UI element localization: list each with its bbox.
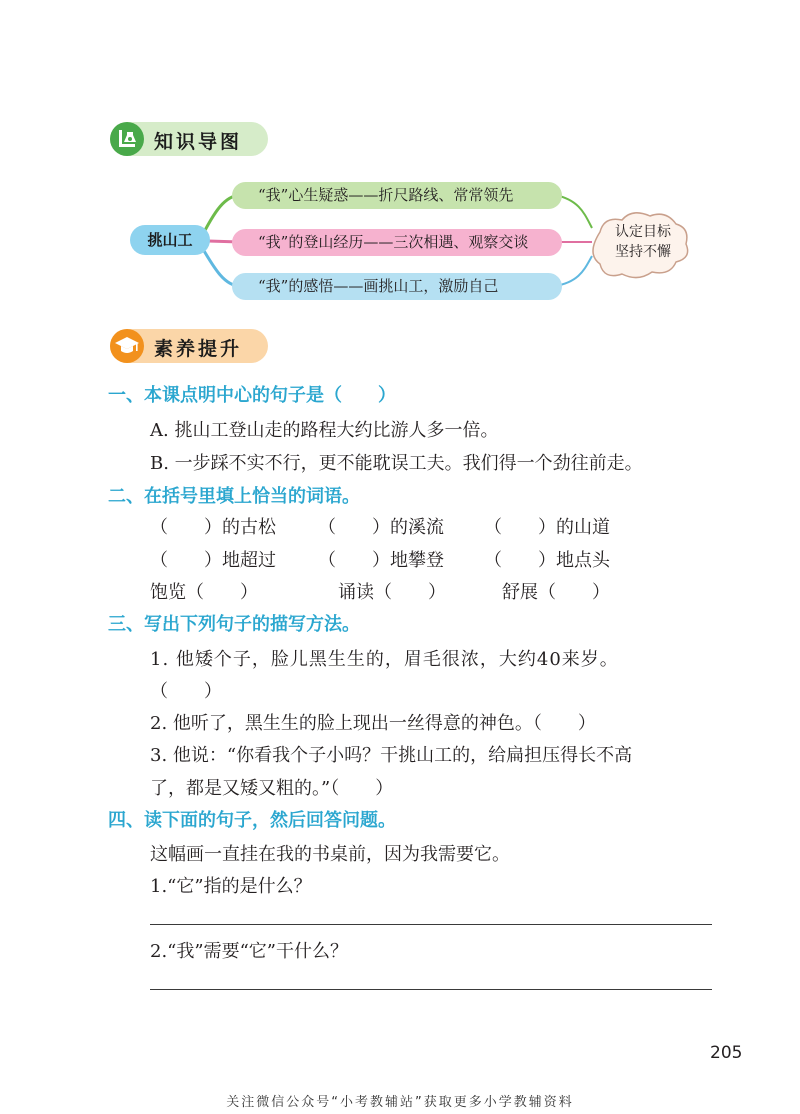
fill-blank[interactable]: 舒展（ ） [502,582,610,603]
option-a: A. 挑山工登山走的路程大约比游人多一倍。 [150,420,499,441]
footer-note: 关注微信公众号“小考教辅站”获取更多小学教辅资料 [226,1095,574,1110]
sentence-item: 2. 他听了，黑生生的脸上现出一丝得意的神色。（ ） [150,713,596,734]
question-title: 三、写出下列句子的描写方法。 [108,614,360,635]
fill-blank[interactable]: （ ）的古松 [150,517,276,538]
section-title: 素养提升 [154,338,243,360]
section-header-skill-improvement [110,329,268,363]
fill-blank[interactable]: （ ）地攀登 [318,550,444,571]
fill-blank[interactable]: 诵读（ ） [338,582,446,603]
mindmap-root: 挑山工 [130,225,210,255]
mindmap-summary [600,222,686,262]
answer-blank[interactable]: （ ） [150,681,222,702]
summary-line: 坚持不懈 [615,244,671,260]
reading-sentence: 这幅画一直挂在我的书桌前，因为我需要它。 [150,844,510,865]
sentence-item: 了，都是又矮又粗的。”（ ） [150,778,394,799]
sub-question: 1.“它”指的是什么？ [150,876,312,897]
sentence-item: 1. 他矮个子，脸儿黑生生的，眉毛很浓，大约40来岁。 [150,649,619,670]
mindmap-branch: “我”的登山经历——三次相遇、观察交谈 [232,229,562,256]
sentence-item: 3. 他说：“你看我个子小吗？干挑山工的，给扁担压得长不高 [150,745,633,766]
graduation-cap-icon [110,329,144,363]
answer-line[interactable] [150,989,712,990]
answer-line[interactable] [150,924,712,925]
sub-question: 2.“我”需要“它”干什么？ [150,941,348,962]
summary-line: 认定目标 [615,224,671,240]
question-title: 一、本课点明中心的句子是（ ） [108,385,396,406]
question-title: 四、读下面的句子，然后回答问题。 [108,810,396,831]
fill-blank[interactable]: 饱览（ ） [150,582,258,603]
option-b: B. 一步踩不实不行，更不能耽误工夫。我们得一个劲往前走。 [150,453,643,474]
fill-blank[interactable]: （ ）的山道 [484,517,610,538]
section-title: 知识导图 [154,131,243,153]
mindmap-connectors [0,0,800,320]
fill-blank[interactable]: （ ）地点头 [484,550,610,571]
question-title: 二、在括号里填上恰当的词语。 [108,486,360,507]
page-number: 205 [710,1043,743,1063]
mindmap-branch: “我”心生疑惑——折尺路线、常常领先 [232,182,562,209]
mindmap-branch: “我”的感悟——画挑山工，激励自己 [232,273,562,300]
fill-blank[interactable]: （ ）地超过 [150,550,276,571]
fill-blank[interactable]: （ ）的溪流 [318,517,444,538]
